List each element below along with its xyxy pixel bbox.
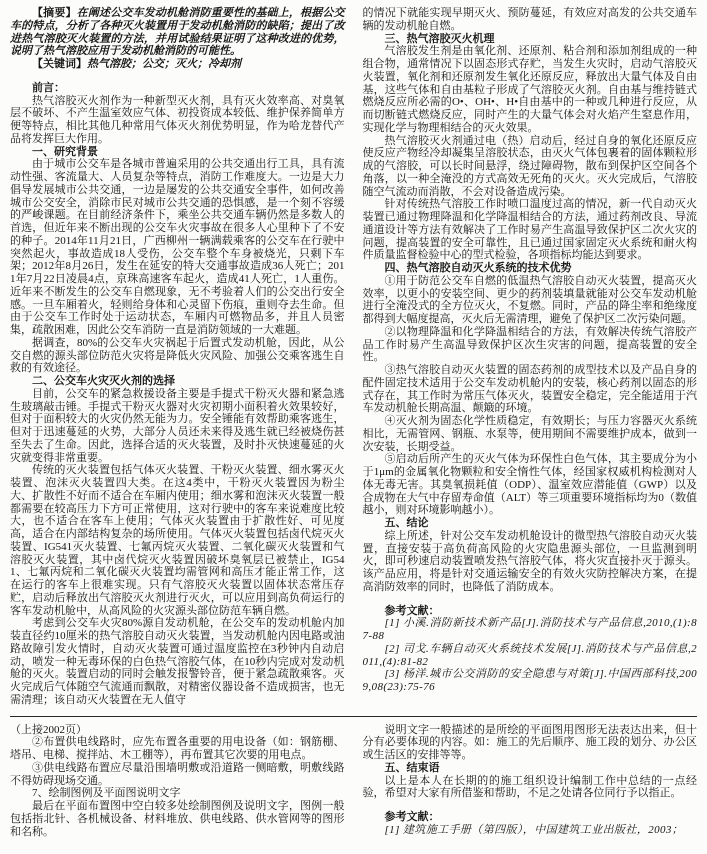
paragraph: 针对传统热气溶胶工作时喷口温度过高的情况，新一代自动灭火装置已通过物理降温和化学降温相结合的方法，通过药剂改良、导流通道设计等方法有效解决了工作时易产生高温导致保护区二次火灾的问题，提高装置的安全可靠性，且已通过国家固定灭火系统和耐火构件质量监督检验中心的型式检验，各项指标均能达到要求。 xyxy=(362,198,697,262)
continued-from-marker: （上接2002页） xyxy=(10,723,87,736)
paragraph: 综上所述，针对公交车发动机舱设计的微型热气溶胶自动灭火装置，直接安装于高负荷高风险的火灾隐患源头部位，一旦监测到明火，即可秒速启动装置喷发热气溶胶气体，将火灾直接扑灭于源头。该产品应用，将是针对交通运输安全的有效火灾防控解决方案，在提高消防效率的同时，也降低了消防成本。 xyxy=(362,529,697,593)
section-heading-4: 四、热气溶胶自动灭火系统的技术优势 xyxy=(384,262,572,274)
main-article-left-column xyxy=(10,7,345,707)
paragraph: 传统的灭火装置包括气体灭火装置、干粉灭火装置、细水雾灭火装置、泡沫灭火装置四大类。在这4类中，干粉灭火装置因为粉尘大、扩散性不好而不适合在车厢内使用；细水雾和泡沫灭火装置一般都需要在较高压力下方可正常使用，这对行驶中的客车来说难度比较大，也不适合在客车上使用；气体灭火装置由于扩散性好、可见度高，适合在内部结构复杂的场所使用。气体灭火装置包括卤代烷灭火装置、IG541灭火装置、七氟丙烷灭火装置、二氧化碳灭火装置和气溶胶灭火装置，其中卤代烷灭火装置因破坏臭氧层已被禁止，IG541、七氟丙烷和二氧化碳灭火装置均需管网和高压才能正常工作，这在运行的客车上很难实现。只有气溶胶灭火装置以固体状态常压存贮，启动后释放出气溶胶灭火剂进行灭火，可以应用到高负荷运行的客车发动机舱中，从高风险的火灾源头部位防范车辆自燃。 xyxy=(10,464,345,617)
paragraph: 热气溶胶灭火剂通过电（热）启动后，经过自身的氧化还原反应使反应产物经冷却凝集呈溶胶状态，由灭火气体包裹着的固体颗粒形成的气溶胶，可以长时间悬浮，绕过障碍物，散布到保护区空间各个角落，以一种全淹没的方式高效无死角的灭火。灭火完成后，气溶胶随空气流动而消散，不会对设备造成污染。 xyxy=(362,134,697,198)
paragraph: 以上是本人在长期的的施工组织设计编制工作中总结的一点经验，希望对大家有所借鉴和帮助，不足之处请各位同行予以指正。 xyxy=(362,774,697,800)
paragraph: 说明文字一般描述的是所绘的平面图用图形无法表达出来，但十分有必要体现的内容。如：施工的先后顺序、施工段的划分、办公区或生活区的安排等等。 xyxy=(362,723,697,761)
advantage-item-5: ⑤启动后所产生的灭火气体为环保性白色气体，其主要成分为小于1μm的金属氧化物颗粒和安全惰性气体，经国家权威机构检测对人体无毒无害。其臭氧损耗值（ODP）、温室效应潜能值（GWP）以及合成物在大气中存留寿命值（ALT）等三项重要环境指标均为0（数值越小，则对环境影响越小）。 xyxy=(362,453,697,517)
paragraph: 考虑到公交车火灾80%源自发动机舱，在公交车的发动机舱内加装直径约10厘米的热气溶胶自动灭火装置，当发动机舱内因电路或油路故障引发火情时，自动灭火装置可通过温度监控在3秒钟内自动启动，喷发一种无毒环保的白色热气溶胶气体，在10秒内完成对发动机舱的灭火。装置启动的同时会触发报警铃音，便于紧急疏散乘客。灭火完成后气体随空气流通而飘散，对精密仪器设备不造成损害，也无需清理；该自动灭火装置在无人值守 xyxy=(10,617,345,706)
closing-heading: 五、结束语 xyxy=(384,761,440,774)
advantage-item-1: ①用于防范公交车自燃的低温热气溶胶自动灭火装置，提高灭火效率，以更小的安装空间、更少的药剂装填量就能对公交车发动机舱进行全淹没式的全方位灭火，不复燃。同时，产品的降尘率和绝缘度都得到大幅度提高，灭火后无需清理，避免了保护区二次污染问题。 xyxy=(362,274,697,325)
section-heading-3: 三、热气溶胶灭火机理 xyxy=(384,32,495,45)
main-article-right-column xyxy=(363,7,698,694)
paragraph: 气溶胶发生剂是由氧化剂、还原剂、粘合剂和添加剂组成的一种组合物，通常情况下以固态形式存贮，当发生火灾时，启动气溶胶灭火装置，氧化剂和还原剂发生氧化还原反应，释放出大量气体及自由基，这些气体和自由基粒子形成了气溶胶灭火剂。自由基与维持链式燃烧反应所必需的O•、OH•、H•自由基中的一种或几种进行反应，从而切断链式燃烧反应，同时产生的大量气体会对火焰产生窒息作用，实现化学与物理相结合的灭火效果。 xyxy=(362,45,697,134)
continued-article xyxy=(10,724,697,839)
continued-article-left-column xyxy=(10,724,345,839)
paragraph: 最后在平面布置图中空白较多处绘制图例及说明文字，图例一般包括指北针、各机械设备、材料堆放、供电线路、供水管网等的图形和名称。 xyxy=(10,800,345,838)
continuation-paragraph: 的情况下就能实现早期灭火、预防蔓延，有效应对高发的公共交通车辆的发动机舱自燃。 xyxy=(362,7,697,32)
subsection-heading-7: 7、绘制图例及平面图说明文字 xyxy=(32,787,181,800)
preface-heading: 前言： xyxy=(32,81,65,94)
advantage-item-3: ③热气溶胶自动灭火装置的固态药剂的成型技术以及产品自身的配件固定技术适用于公交车发动机舱内的安装，核心药剂以固态的形式存在，其工作时为常压气体灭火，装置安全稳定，完全能适用于汽车发动机舱长期高温、颠簸的环境。 xyxy=(362,364,697,415)
inline-bold-label: 【关键词】 xyxy=(32,58,87,70)
keywords: 【关键词】热气溶胶；公交；灭火；冷却剂 xyxy=(32,58,241,70)
reference-2: [2] 司戈.车辆自动灭火系统技术发展[J].消防技术与产品信息,2011,(4):81-82 xyxy=(362,642,697,668)
reference-1: [1] 建筑施工手册（第四版），中国建筑工业出版社，2003； xyxy=(384,823,684,836)
paragraph: 据调查，80%的公交车火灾祸起于后置式发动机舱，因此，从公交自燃的源头部位防范火灾将是降低火灾风险、加强公交乘客逃生自救的有效途径。 xyxy=(10,336,345,375)
list-item-3: ③供电线路布置应尽量沿围墙明敷或沿道路一侧暗敷，明敷线路不得妨碍现场交通。 xyxy=(10,761,345,787)
advantage-item-2: ②以物理降温和化学降温相结合的方法，有效解决传统气溶胶产品工作时易产生高温导致保护区次生灾害的问题，提高装置的安全性。 xyxy=(362,325,697,364)
section-heading-1: 一、研究背景 xyxy=(32,145,98,158)
paragraph: 目前，公交车的紧急救援设备主要是手提式干粉灭火器和紧急逃生玻璃敲击锤。手提式干粉灭火器对火灾初期小面积着火效果较好，但对于面积较大的火灾仍然无能为力。安全锤能有效帮助乘客逃生，但对于迅速蔓延的火势，大部分人员还未来得及逃生就已经被烧伤甚至失去了生命。因此，选择合适的灭火装置，及时扑灭快速蔓延的火灾就变得非常重要。 xyxy=(10,387,345,464)
section-heading-2: 二、公交车火灾灭火剂的选择 xyxy=(32,375,175,387)
article-divider-rule xyxy=(10,716,697,717)
inline-bold-label: 【摘要】 xyxy=(32,7,77,19)
spacer xyxy=(10,71,345,82)
paragraph: 由于城市公交车是各城市普遍采用的公共交通出行工具，具有流动性强、客流量大、人员复杂等特点，消防工作难度大。一边是大力倡导发展城市公共交通，一边是屡发的公共交通安全事件，如何改善城市公交安全，消除市民对城市公共交通的恐惧感，是一个刻不容缓的严峻课题。在目前经济条件下，乘坐公共交通车辆仍然是多数人的首选，但近年来不断出现的公交车火灾事故在很多人心里种下了不安的种子。2014年11月21日，广西柳州一辆满载乘客的公交车在行驶中突然起火，事故造成18人受伤，公交车整个车身被烧光，只剩下车架；2012年8月26日，发生在延安的特大交通事故造成36人死亡；2011年7月22日凌晨4点，京珠高速客车起火，造成41人死亡，1人重伤。近年来不断发生的公交车自燃现象，无不考验着人们的公交出行安全感。一旦车厢着火，轻则给身体和心灵留下伤痕，重则夺去生命。但由于公交车工作时处于运动状态，车厢内可燃物品多，并且人员密集，疏散困难，因此公交车消防一直是消防领域的一大难题。 xyxy=(10,158,345,336)
paragraph: 热气溶胶灭火剂作为一种新型灭火剂，具有灭火效率高、对臭氧层不破坏、不产生温室效应气体、初投资成本较低、维护保养简单方便等特点，相比其他几种常用气体灭火剂优势明显，作为哈龙替代产品将发挥巨大作用。 xyxy=(10,94,345,145)
reference-3: [3] 杨洋.城市公交消防的安全隐患与对策[J].中国西部科技,2009,08(23):75-76 xyxy=(362,668,697,693)
spacer xyxy=(363,594,698,605)
abstract: 【摘要】在阐述公交车发动机舱消防重要性的基础上，根据公交车的特点，分析了各种灭火装置用于发动机舱消防的缺陷；提出了改进热气溶胶灭火装置的方法，并用试验结果证明了这种改进的优势，说明了热气溶胶应用于发动机舱消防的可能性。 xyxy=(10,7,345,58)
list-item-2: ②布置供电线路时，应先布置各重要的用电设备（如：钢筋棚、塔吊、电梯、搅拌站、木工棚等），再布置其它次要的用电点。 xyxy=(10,736,345,761)
main-article xyxy=(10,7,697,707)
spacer xyxy=(363,800,698,811)
advantage-item-4: ④灭火剂为固态化学性质稳定，有效期长；与压力容器灭火系统相比，无需管网、钢瓶、水泵等，使用期间不需要维护成本，做到一次安装，长期受益。 xyxy=(362,415,697,453)
reference-1: [1] 小溪.消防新技术新产品[J].消防技术与产品信息,2010,(1):87-88 xyxy=(362,617,697,642)
references-heading: 参考文献： xyxy=(384,811,440,823)
references-heading: 参考文献： xyxy=(384,604,440,617)
section-heading-5: 五、结论 xyxy=(384,517,429,529)
continued-article-right-column xyxy=(363,724,698,839)
